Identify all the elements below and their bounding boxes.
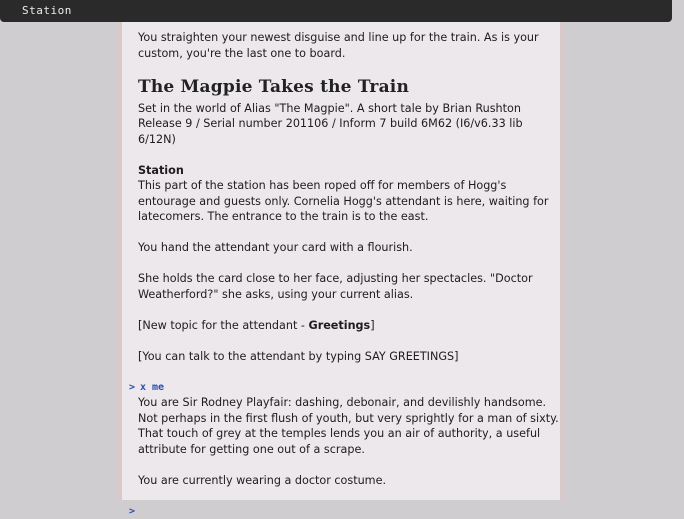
intro-paragraph: You straighten your newest disguise and line up for the train. As is your custom, you're the last one to board. xyxy=(138,30,560,61)
topic-hint: [You can talk to the attendant by typing SAY GREETINGS] xyxy=(138,349,560,365)
new-topic-notice xyxy=(138,318,560,334)
banner-release: Release 9 / Serial number 201106 / Inform 7 build 6M62 (I6/v6.33 lib 6/12N) xyxy=(138,116,560,147)
input-prompt-chevron-icon: > xyxy=(129,504,135,519)
topic-prefix: [New topic for the attendant - xyxy=(138,319,309,332)
status-location: Station xyxy=(22,4,72,17)
spectacles-paragraph: She holds the card close to her face, adjusting her spectacles. "Doctor Weatherford?" she asks, using your current alias. xyxy=(138,271,560,302)
prompt-chevron-icon: > xyxy=(129,380,135,396)
description-paragraph: You are Sir Rodney Playfair: dashing, debonair, and devilishly handsome. Not perhaps in the first flush of youth, but very sprightly for a man of sixty. That touch of grey at the temples lends you an air of authority, a useful attribute for getting one out of a scrape. xyxy=(138,395,560,457)
card-paragraph: You hand the attendant your card with a flourish. xyxy=(138,240,560,256)
room-description: This part of the station has been roped off for members of Hogg's entourage and guests only. Cornelia Hogg's attendant is here, waiting for latecomers. The entrance to the train is to the east. xyxy=(138,179,548,223)
room-block xyxy=(138,163,560,225)
previous-command xyxy=(138,380,560,396)
command-text: x me xyxy=(138,382,164,393)
topic-suffix: ] xyxy=(370,319,374,332)
banner-byline: Set in the world of Alias "The Magpie". A short tale by Brian Rushton xyxy=(138,101,560,117)
status-bar xyxy=(0,0,672,22)
story-title: The Magpie Takes the Train xyxy=(138,77,560,97)
topic-name: Greetings xyxy=(309,319,371,332)
story-banner xyxy=(138,101,560,148)
room-name: Station xyxy=(138,163,560,179)
wearing-paragraph: You are currently wearing a doctor costume. xyxy=(138,473,560,489)
story-transcript[interactable] xyxy=(122,22,560,500)
command-input-line[interactable] xyxy=(138,504,560,519)
